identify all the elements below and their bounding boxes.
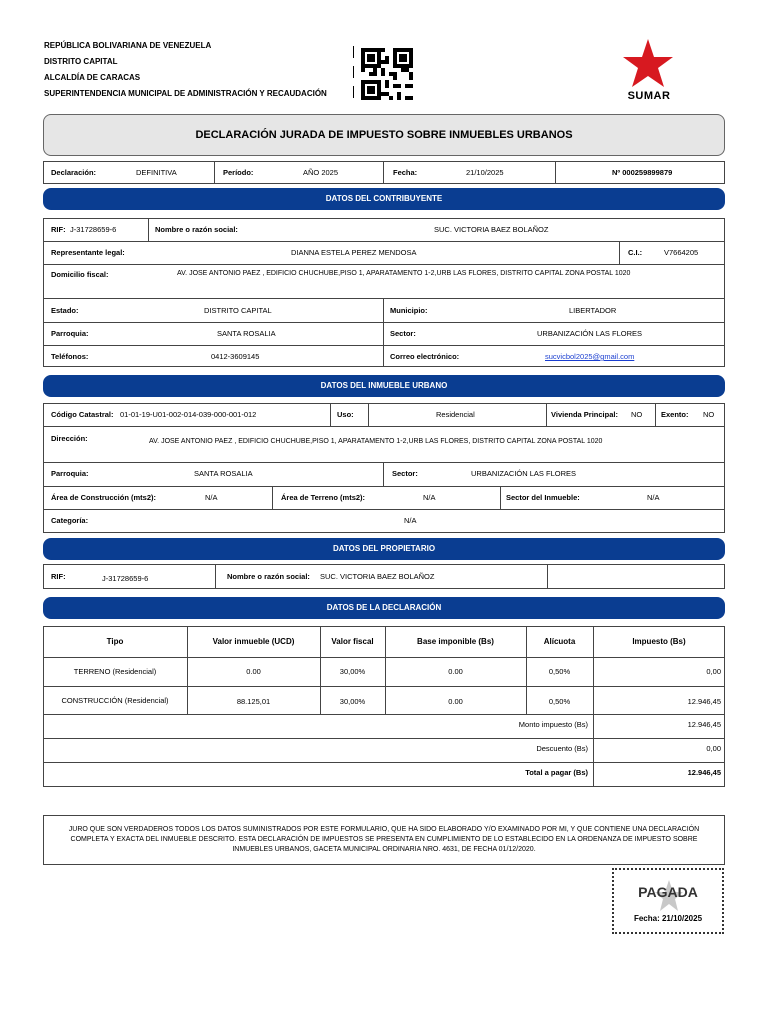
legal-declaration-text: JURO QUE SON VERDADEROS TODOS LOS DATOS SUMINISTRADOS POR ESTE FORMULARIO, QUE HA SIDO ELABORADO Y/O EXAMINADO POR MI, Y QUE CONTIENE UNA DECLARACIÓN COMPLETA Y EXACTA DEL INMUEBLE DESCRITO. ESTA DECLARACIÓN DE IMPUESTOS SE PRESENTA EN CUMPLIMIENTO DE LO ESTABLECIDO EN LA ORDENANZA DE IMPUESTO SOBRE INMUEBLES URBANOS, GACETA MUNICIPAL ORDINARIA NRO. 4631, DE FECHA 01/12/2020.: [68, 826, 700, 853]
sector-value: URBANIZACIÓN LAS FLORES: [537, 329, 643, 338]
sumar-logo-text: SUMAR: [627, 90, 671, 102]
row-terreno-alicuota: 0,50%: [548, 667, 571, 676]
declaracion-value: DEFINITIVA: [136, 168, 177, 177]
area-construccion-value: N/A: [205, 493, 218, 502]
col-header-tipo: Tipo: [106, 637, 124, 646]
periodo-label: Período:: [223, 168, 254, 177]
declaracion-label: Declaración:: [51, 168, 97, 177]
header-line-1: REPÚBLICA BOLIVARIANA DE VENEZUELA: [44, 41, 212, 50]
row-terreno-impuesto: 0,00: [706, 667, 721, 676]
fecha-value: 21/10/2025: [466, 168, 504, 177]
descuento-value: 0,00: [706, 744, 721, 753]
exento-value: NO: [703, 410, 715, 419]
codigo-label: Código Catastral:: [51, 410, 114, 419]
row-construccion-fiscal: 30,00%: [339, 697, 366, 706]
legal-declaration-box: [43, 815, 725, 865]
exento-label: Exento:: [661, 410, 689, 419]
domicilio-label: Domicilio fiscal:: [51, 270, 109, 279]
contrib-nombre-label: Nombre o razón social:: [155, 225, 238, 234]
contrib-nombre-value: SUC. VICTORIA BAEZ BOLAÑOZ: [434, 225, 549, 234]
section-propietario: DATOS DEL PROPIETARIO: [43, 538, 725, 560]
correo-label: Correo electrónico:: [390, 352, 460, 361]
vivienda-label: Vivienda Principal:: [551, 410, 618, 419]
inmueble-parroquia-value: SANTA ROSALIA: [194, 469, 253, 478]
qr-code-icon: [361, 47, 413, 101]
municipio-value: LIBERTADOR: [569, 306, 617, 315]
col-header-valor-fiscal: Valor fiscal: [331, 637, 374, 646]
categoria-label: Categoría:: [51, 516, 89, 525]
prop-rif-value: J-31728659-6: [102, 574, 149, 583]
monto-label: Monto impuesto (Bs): [518, 720, 588, 729]
row-terreno-base: 0.00: [448, 667, 463, 676]
total-value: 12.946,45: [687, 768, 721, 777]
uso-label: Uso:: [337, 410, 354, 419]
direccion-label: Dirección:: [51, 434, 88, 443]
header-line-4: SUPERINTENDENCIA MUNICIPAL DE ADMINISTRACIÓN Y RECAUDACIÓN: [44, 89, 327, 98]
telefonos-label: Teléfonos:: [51, 352, 89, 361]
col-header-alicuota: Alícuota: [543, 637, 576, 646]
telefonos-value: 0412-3609145: [211, 352, 260, 361]
area-terreno-value: N/A: [423, 493, 436, 502]
direccion-value: AV. JOSE ANTONIO PAEZ , EDIFICIO CHUCHUBE,PISO 1, APARATAMENTO 1-2,URB LAS FLORES, DISTRITO CAPITAL ZONA POSTAL 1020: [149, 438, 603, 445]
sector-label: Sector:: [390, 329, 416, 338]
section-contribuyente: DATOS DEL CONTRIBUYENTE: [43, 188, 725, 210]
row-construccion-impuesto: 12.946,45: [687, 697, 721, 706]
section-declaracion: DATOS DE LA DECLARACIÓN: [43, 597, 725, 619]
municipio-label: Municipio:: [390, 306, 428, 315]
inmueble-sector-value: URBANIZACIÓN LAS FLORES: [471, 469, 577, 478]
stamp-date: Fecha: 21/10/2025: [633, 914, 703, 923]
categoria-value: N/A: [404, 516, 417, 525]
prop-nombre-label: Nombre o razón social:: [227, 572, 310, 581]
inmueble-table: [43, 403, 725, 533]
document-title: DECLARACIÓN JURADA DE IMPUESTO SOBRE INMUEBLES URBANOS: [195, 129, 573, 141]
row-terreno-fiscal: 30,00%: [339, 667, 366, 676]
representante-label: Representante legal:: [51, 248, 125, 257]
contrib-rif-value: J-31728659-6: [70, 225, 117, 234]
col-header-valor-inmueble: Valor inmueble (UCD): [212, 637, 295, 646]
total-label: Total a pagar (Bs): [525, 768, 588, 777]
estado-value: DISTRITO CAPITAL: [204, 306, 272, 315]
area-construccion-label: Área de Construcción (mts2):: [51, 493, 157, 502]
ci-label: C.I.:: [628, 248, 643, 257]
sumar-star-logo-icon: [622, 38, 674, 90]
col-header-impuesto: Impuesto (Bs): [632, 637, 686, 646]
codigo-value: 01-01-19-U01-002-014-039-000-001-012: [120, 410, 257, 419]
estado-label: Estado:: [51, 306, 79, 315]
periodo-value: AÑO 2025: [303, 168, 339, 177]
paid-stamp: [612, 868, 724, 934]
uso-value: Residencial: [436, 410, 475, 419]
inmueble-parroquia-label: Parroquia:: [51, 469, 89, 478]
inmueble-sector-label: Sector:: [392, 469, 418, 478]
descuento-label: Descuento (Bs): [536, 744, 588, 753]
parroquia-value: SANTA ROSALIA: [217, 329, 276, 338]
document-title-box: [43, 114, 725, 156]
monto-value: 12.946,45: [687, 720, 721, 729]
prop-nombre-value: SUC. VICTORIA BAEZ BOLAÑOZ: [320, 572, 435, 581]
domicilio-value: AV. JOSE ANTONIO PAEZ , EDIFICIO CHUCHUBE,PISO 1, APARATAMENTO 1-2,URB LAS FLORES, DISTRITO CAPITAL ZONA POSTAL 1020: [177, 270, 631, 277]
row-construccion-alicuota: 0,50%: [548, 697, 571, 706]
area-terreno-label: Área de Terreno (mts2):: [281, 493, 366, 502]
row-terreno-tipo: TERRENO (Residencial): [73, 667, 157, 676]
header-line-3: ALCALDÍA DE CARACAS: [44, 73, 141, 82]
parroquia-label: Parroquia:: [51, 329, 89, 338]
row-construccion-valor: 88.125,01: [236, 697, 271, 706]
section-inmueble: DATOS DEL INMUEBLE URBANO: [43, 375, 725, 397]
ci-value: V7664205: [664, 248, 699, 257]
row-construccion-tipo: CONSTRUCCIÓN (Residencial): [61, 696, 169, 705]
correo-link[interactable]: sucvicbol2025@gmail.com: [545, 352, 635, 361]
row-construccion-base: 0.00: [448, 697, 463, 706]
fecha-label: Fecha:: [393, 168, 418, 177]
stamp-status: PAGADA: [638, 884, 698, 900]
vivienda-value: NO: [631, 410, 643, 419]
header-line-2: DISTRITO CAPITAL: [44, 57, 118, 66]
contrib-rif-label: RIF:: [51, 225, 66, 234]
col-header-base-imponible: Base imponible (Bs): [417, 637, 494, 646]
representante-value: DIANNA ESTELA PEREZ MENDOSA: [291, 248, 417, 257]
sector-inmueble-label: Sector del Inmueble:: [506, 493, 580, 502]
declaration-number: Nº 000259899879: [612, 168, 673, 177]
sector-inmueble-value: N/A: [647, 493, 660, 502]
row-terreno-valor: 0.00: [246, 667, 261, 676]
prop-rif-label: RIF:: [51, 572, 66, 581]
